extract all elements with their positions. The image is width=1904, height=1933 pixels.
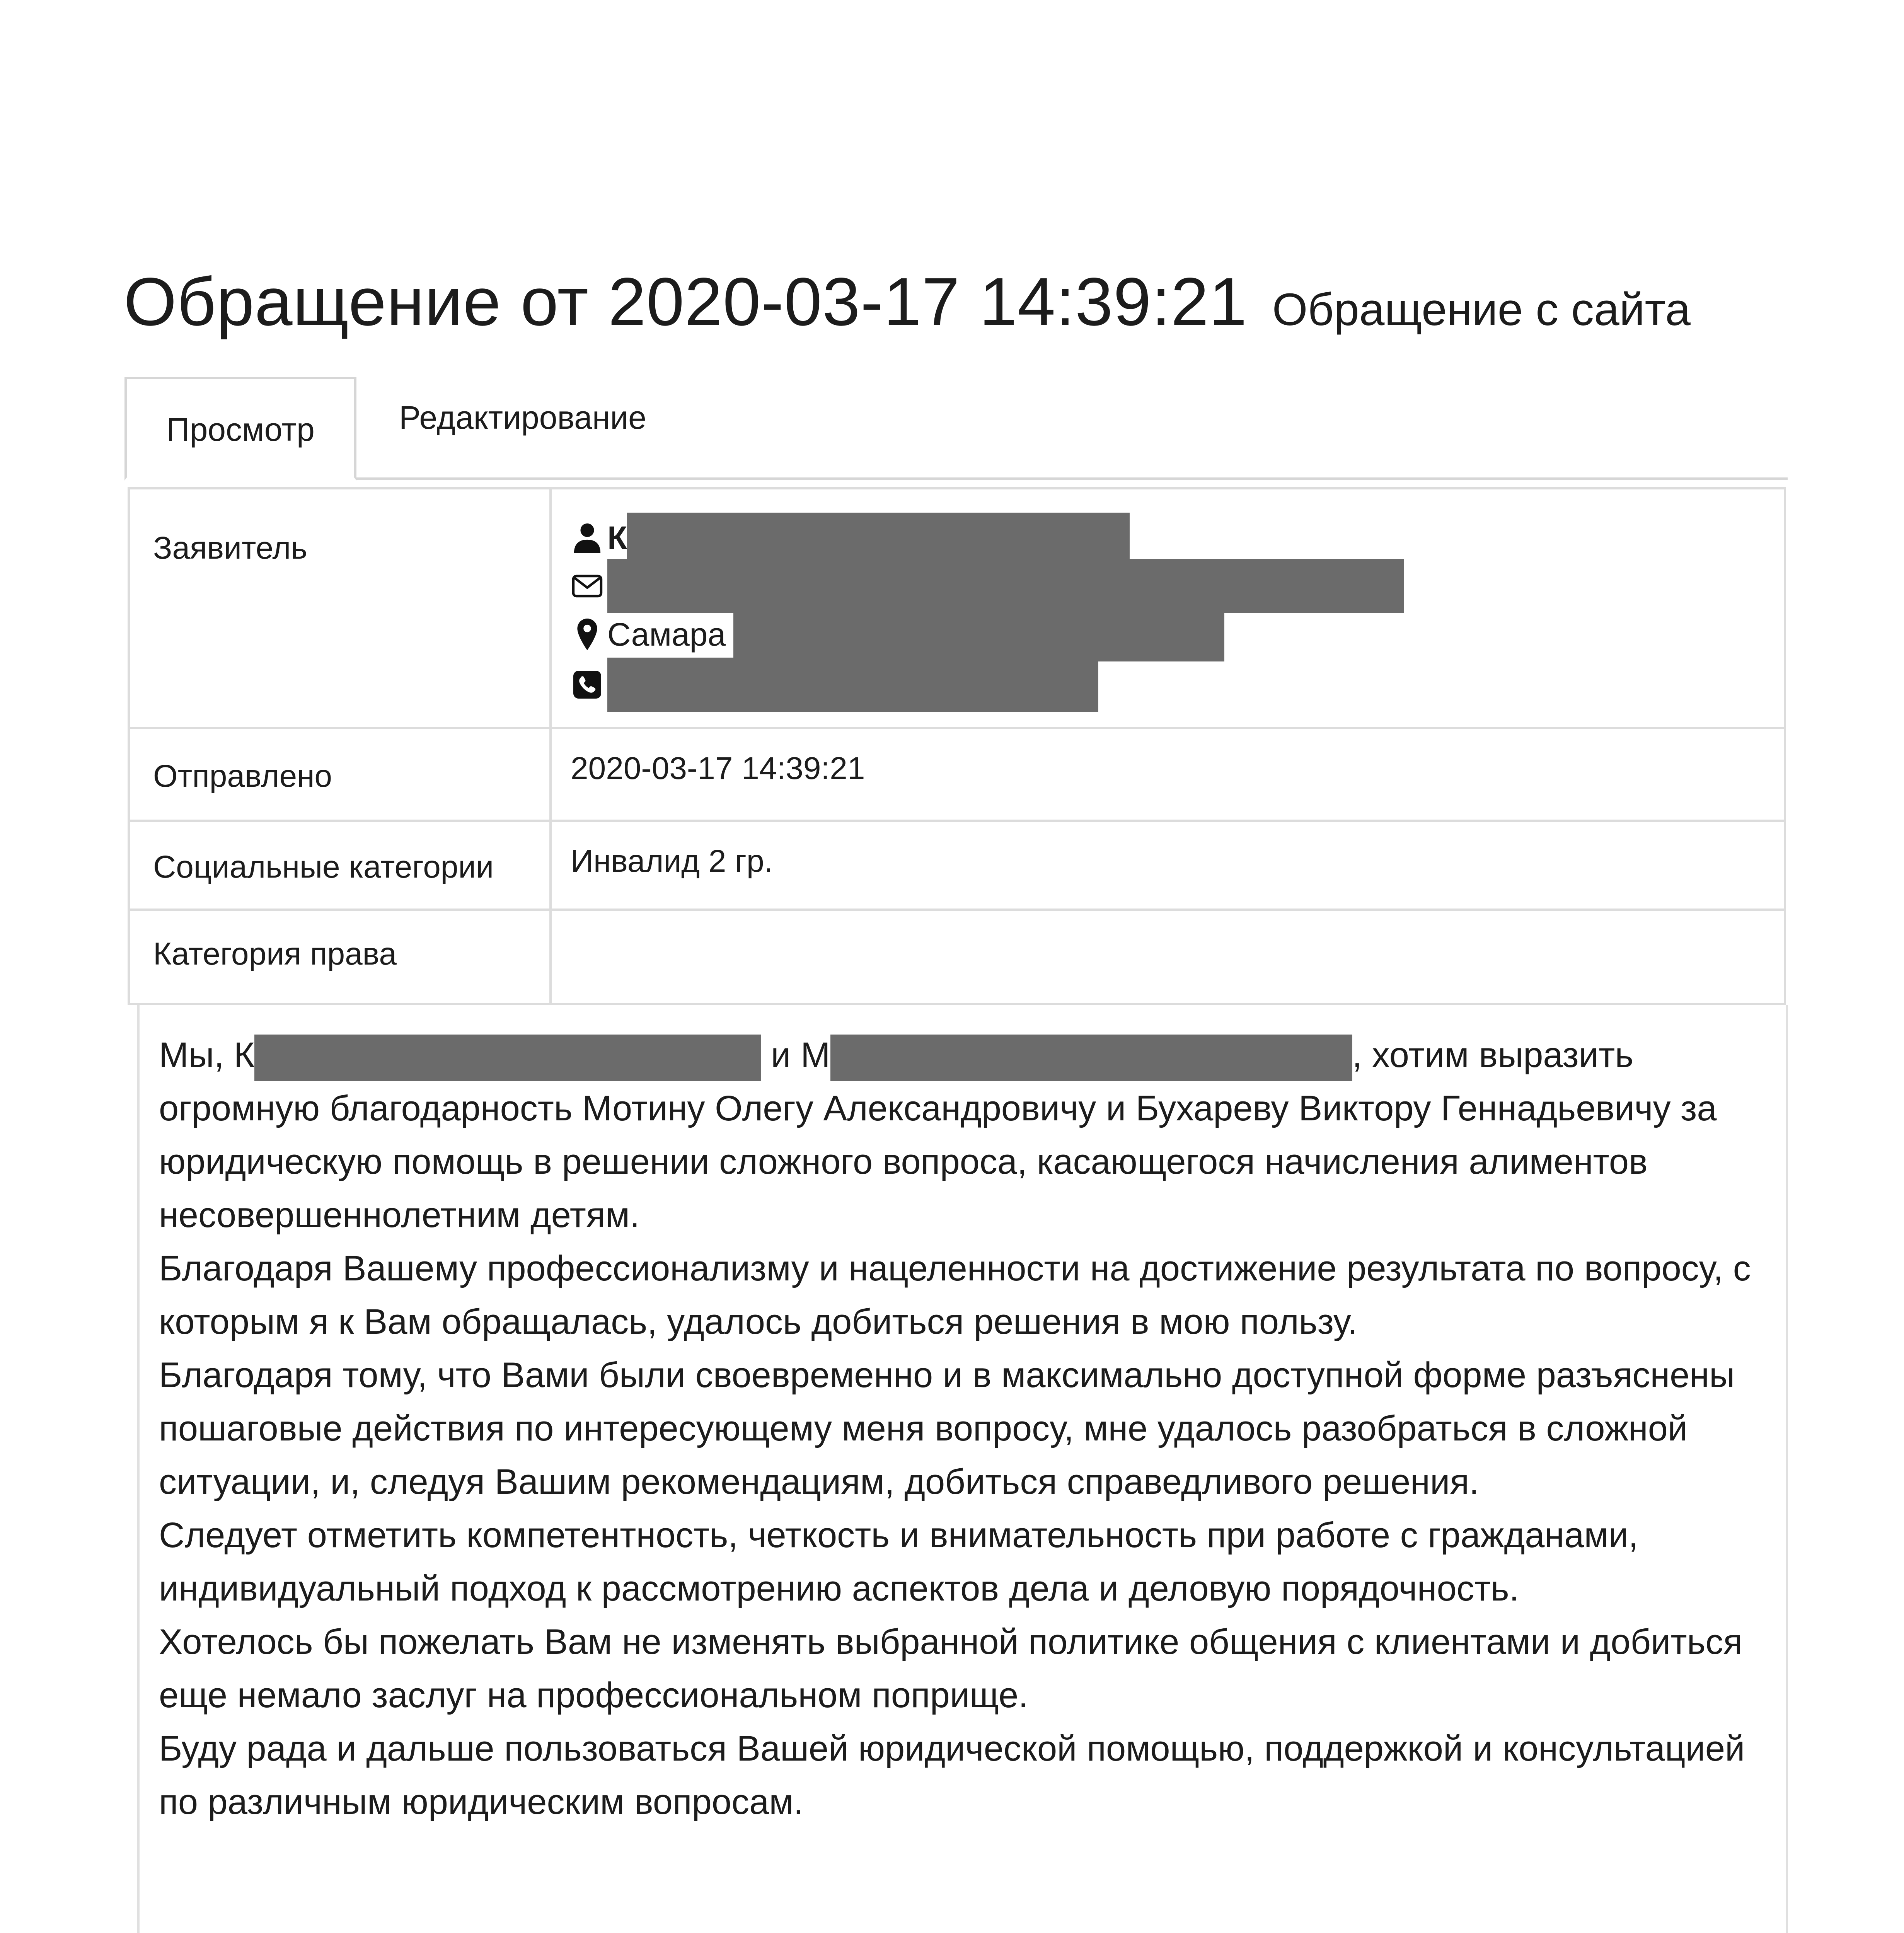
paragraph-5: Хотелось бы пожелать Вам не изменять выбранной политике общения с клиентами и добиться еще немало заслуг на профессиональном поприще.	[159, 1622, 1743, 1715]
applicant-label: Заявитель	[153, 530, 307, 566]
paragraph-2: Благодаря Вашему профессионализму и нацеленности на достижение результата по вопросу, с которым я к Вам обращалась, удалось добиться решения в мою пользу.	[159, 1249, 1751, 1342]
user-icon	[571, 523, 603, 553]
applicant-city: Самара	[607, 616, 726, 653]
page-header	[124, 263, 1691, 341]
paragraph-1: огромную благодарность Мотину Олегу Александровичу и Бухареву Виктору Геннадьевичу за юридическую помощь в решении сложного вопроса, касающегося начисления алиментов несовершеннолетним детям.	[159, 1089, 1717, 1235]
opening-part-b: и М	[771, 1035, 830, 1075]
applicant-name-initial: К	[607, 519, 627, 556]
redacted-name-2	[830, 1035, 1352, 1081]
sent-label: Отправлено	[153, 759, 332, 794]
applicant-email	[571, 563, 1404, 609]
opening-part-a: Мы, К	[159, 1035, 255, 1075]
redacted-address	[733, 607, 1224, 661]
redacted-phone	[607, 658, 1098, 712]
rights-category-label: Категория права	[153, 936, 397, 972]
phone-icon	[571, 671, 603, 699]
tab-view[interactable]: Просмотр	[124, 377, 356, 481]
social-categories-value: Инвалид 2 гр.	[571, 844, 773, 879]
paragraph-3: Благодаря тому, что Вами были своевременно и в максимально доступной форме разъяснены пошаговые действия по интересующему меня вопросу, мне удалось разобраться в сложной ситуации, и, следуя Вашим рекомендациям, добиться справедливого решения.	[159, 1355, 1735, 1502]
appeal-message-text	[159, 1028, 1783, 1829]
redacted-name	[627, 513, 1130, 563]
opening-part-c: , хотим выразить	[1352, 1035, 1634, 1075]
page-title: Обращение от 2020-03-17 14:39:21	[124, 264, 1248, 340]
social-categories-label: Социальные категории	[153, 849, 494, 885]
tab-edit[interactable]: Редактирование	[399, 399, 646, 436]
opening-line	[159, 1028, 1783, 1082]
map-marker-icon	[571, 619, 603, 650]
paragraph-4: Следует отметить компетентность, четкость и внимательность при работе с гражданами, индивидуальный подход к рассмотрению аспектов дела и деловую порядочность.	[159, 1515, 1638, 1608]
applicant-address	[571, 611, 1224, 658]
applicant-row	[130, 489, 1784, 729]
tab-bar	[124, 377, 1788, 480]
envelope-icon	[571, 574, 603, 598]
rights-category-row	[130, 911, 1784, 1004]
page-subtitle: Обращение с сайта	[1272, 284, 1691, 335]
paragraph-6: Буду рада и дальше пользоваться Вашей юридической помощью, поддержкой и консультацией по различным юридическим вопросам.	[159, 1729, 1745, 1822]
appeal-message	[137, 1005, 1788, 1933]
applicant-phone	[571, 661, 1098, 708]
redacted-name-1	[254, 1035, 761, 1081]
sent-value: 2020-03-17 14:39:21	[571, 751, 865, 786]
applicant-name	[571, 515, 1130, 561]
redacted-email	[607, 559, 1404, 613]
social-categories-row	[130, 822, 1784, 911]
sent-row	[130, 729, 1784, 822]
appeal-details-table	[128, 487, 1786, 1005]
